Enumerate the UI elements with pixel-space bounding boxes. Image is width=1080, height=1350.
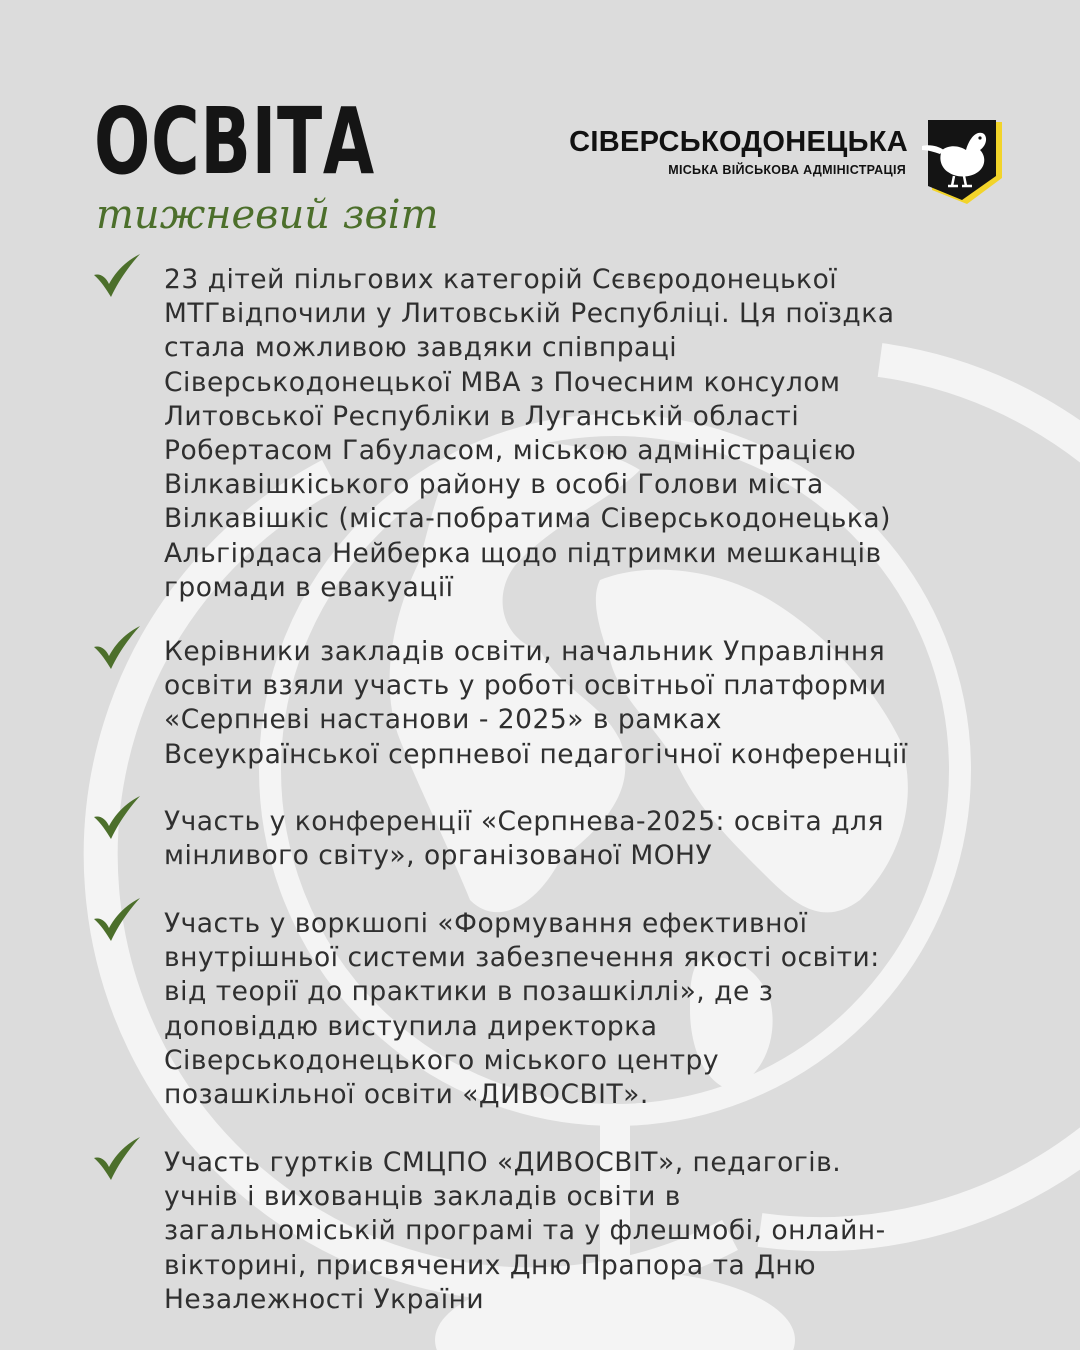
city-coat-of-arms-bird-icon	[920, 120, 1012, 206]
checkmark-icon	[92, 1136, 142, 1182]
logo-name: СІВЕРСЬКОДОНЕЦЬКА	[569, 126, 908, 158]
list-item-text: Участь у конференції «Серпнева-2025: освіта для мінливого світу», організованої МОНУ	[164, 806, 884, 872]
page-title: ОСВІТА	[94, 88, 375, 195]
checkmark-icon	[92, 795, 142, 841]
list-item-text: Участь у воркшопі «Формування ефективної внутрішньої системи забезпечення якості освіти: від теорії до практики в позашкіллі», де з доповіддю виступила директорка Сіверськодонецького міського центру позашкільної освіти «ДИВОСВІТ».	[164, 908, 880, 1111]
checkmark-icon	[92, 253, 142, 299]
checkmark-icon	[92, 625, 142, 671]
checkmark-icon	[92, 897, 142, 943]
list-item-text: 23 дітей пільгових категорій Сєвєродонецької МТГвідпочили у Литовській Республіці. Ця поїздка стала можливою завдяки співпраці Сіверськодонецької МВА з Почесним консулом Литовської Республіки в Луганській області Робертасом Габуласом, міською адміністрацією Вілкавішкіського району в особі Голови міста Вілкавішкіс (міста-побратима Сіверськодонецька) Альгірдаса Нейберка щодо підтримки мешканців громади в евакуації	[164, 264, 895, 603]
list-item-text: Участь гуртків СМЦПО «ДИВОСВІТ», педагогів. учнів і вихованців закладів освіти в загальноміській програмі та у флешмобі, онлайн- вікторині, присвячених Дню Прапора та Дню Незалежності України	[164, 1147, 886, 1315]
page-subtitle: тижневий звіт	[96, 192, 439, 238]
list-item-text: Керівники закладів освіти, начальник Управління освіти взяли участь у роботі освітньої платформи «Серпневі настанови - 2025» в рамках Всеукраїнської серпневої педагогічної конференції	[164, 636, 908, 770]
logo-subtitle: МІСЬКА ВІЙСЬКОВА АДМІНІСТРАЦІЯ	[668, 163, 906, 177]
city-administration-logo	[552, 120, 1012, 210]
